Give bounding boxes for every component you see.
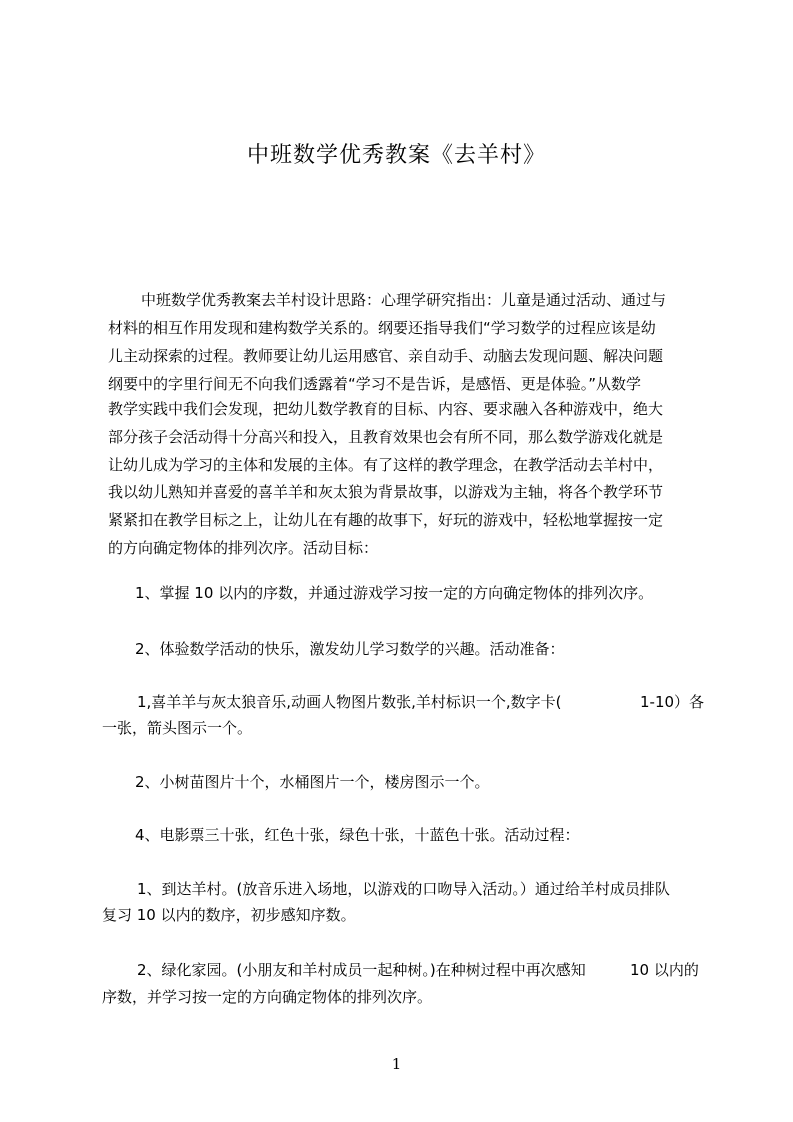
intro-line: 教学实践中我们会发现，把幼儿数学教育的目标、内容、要求融入各种游戏中，绝大 <box>108 400 664 418</box>
page-title: 中班数学优秀教案《去羊村》 <box>246 143 546 168</box>
prep-item-1-cont: 一张，箭头图示一个。 <box>102 719 253 737</box>
prep-item-2: 2、小树苗图片十个，水桶图片一个，楼房图示一个。 <box>135 773 490 791</box>
intro-line: 儿主动探索的过程。教师要让幼儿运用感官、亲自动手、动脑去发现问题、解决问题 <box>108 347 664 365</box>
process-item-1-cont: 复习 10 以内的数序，初步感知序数。 <box>102 906 356 924</box>
intro-line: 部分孩子会活动得十分高兴和投入，且教育效果也会有所不同，那么数学游戏化就是 <box>108 428 664 446</box>
process-item-2: 2、绿化家园。(小朋友和羊村成员一起种树。)在种树过程中再次感知 <box>137 961 586 979</box>
intro-line: 紧紧扣在教学目标之上，让幼儿在有趣的故事下，好玩的游戏中，轻松地掌握按一定 <box>108 511 664 529</box>
prep-item-1-range: 1-10）各 <box>640 693 705 711</box>
intro-line: 材料的相互作用发现和建构数学关系的。纲要还指导我们“学习数学的过程应该是幼 <box>108 319 656 337</box>
process-item-1: 1、到达羊村。(放音乐进入场地，以游戏的口吻导入活动。）通过给羊村成员排队 <box>137 880 670 898</box>
intro-line: 的方向确定物体的排列次序。活动目标： <box>108 539 379 557</box>
intro-line: 我以幼儿熟知并喜爱的喜羊羊和灰太狼为背景故事，以游戏为主轴，将各个教学环节 <box>108 483 664 501</box>
prep-item-1: 1,喜羊羊与灰太狼音乐,动画人物图片数张,羊村标识一个,数字卡( <box>137 693 562 711</box>
page-number: 1 <box>391 1055 402 1073</box>
intro-line: 让幼儿成为学习的主体和发展的主体。有了这样的教学理念，在教学活动去羊村中， <box>108 456 664 474</box>
process-item-2-range: 10 以内的 <box>630 961 699 979</box>
goal-item-2: 2、体验数学活动的快乐，激发幼儿学习数学的兴趣。活动准备： <box>135 640 565 658</box>
prep-item-4: 4、电影票三十张，红色十张，绿色十张，十蓝色十张。活动过程： <box>135 826 580 844</box>
intro-line: 纲要中的字里行间无不向我们透露着“学习不是告诉，是感悟、更是体验。”从数学 <box>108 375 642 393</box>
process-item-2-cont: 序数，并学习按一定的方向确定物体的排列次序。 <box>102 988 433 1006</box>
intro-line: 中班数学优秀教案去羊村设计思路：心理学研究指出：儿童是通过活动、通过与 <box>141 291 667 309</box>
goal-item-1: 1、掌握 10 以内的序数，并通过游戏学习按一定的方向确定物体的排列次序。 <box>135 584 654 602</box>
